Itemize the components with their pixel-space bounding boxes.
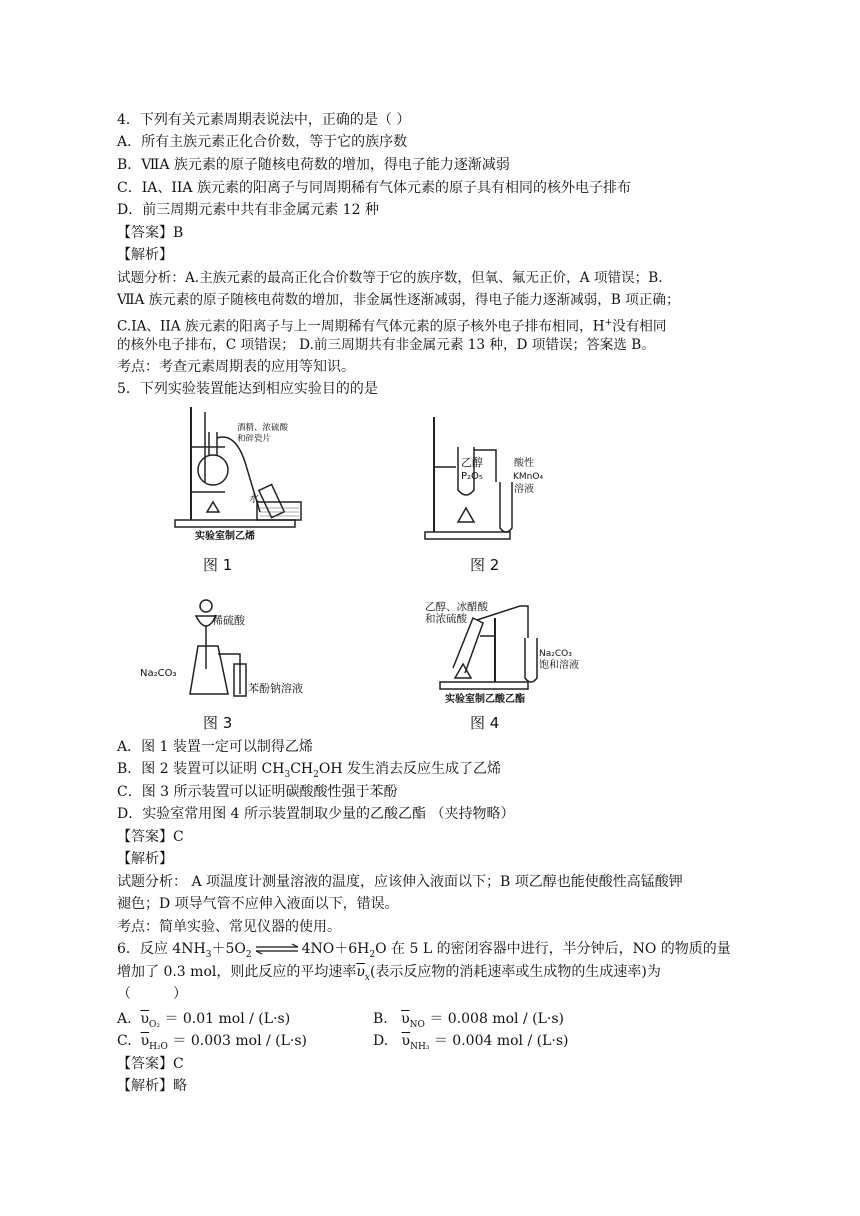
fig1-water-label: 水 — [249, 494, 259, 505]
q5-option-a: A．图 1 装置一定可以制得乙烯 — [117, 739, 313, 755]
fig1-reagent-label-1: 酒精、浓硫酸 — [237, 423, 289, 433]
figure-1-ethylene-apparatus — [165, 402, 315, 542]
fig3-phenoxide-label: 苯酚钠溶液 — [248, 682, 303, 695]
figure-2-caption: 图 2 — [470, 556, 500, 574]
figure-1-caption: 图 1 — [203, 556, 233, 574]
fig1-title: 实验室制乙烯 — [195, 531, 255, 542]
fig3-acid-label: 稀硫酸 — [212, 614, 245, 627]
q6-option-d: D. $\upsilon_{NH_3} = 0.004$ mol / (L·s) — [373, 1033, 569, 1052]
q4-stem: 4．下列有关元素周期表说法中，正确的是（ ） — [117, 112, 411, 128]
q6-option-b: B. $\upsilon_{NO} = 0.008$ mol / (L·s) — [373, 1011, 564, 1030]
q4-option-c: C．IA、IIA 族元素的阳离子与同周期稀有气体元素的原子具有相同的核外电子排布 — [117, 180, 631, 196]
q4-answer: 【答案】B — [117, 225, 184, 241]
q6-stem-line-2: 增加了 0.3 mol，则此反应的平均速率$\upsilon_x$(表示反应物的消耗速率或生成物的生成速率)为 — [117, 964, 661, 983]
q4-option-a: A．所有主族元素正化合价数，等于它的族序数 — [117, 134, 408, 150]
figure-2-elimination-apparatus — [420, 412, 560, 542]
figure-3-caption: 图 3 — [203, 714, 233, 732]
q4-option-b: B．ⅦA 族元素的原子随核电荷数的增加，得电子能力逐渐减弱 — [117, 157, 510, 173]
q5-analysis-head: 【解析】 — [117, 851, 173, 867]
q5-analysis-2: 褪色；D 项导气管不应伸入液面以下，错误。 — [117, 896, 399, 912]
fig4-label-4: 饱和溶液 — [539, 660, 579, 671]
q4-analysis-2: ⅦA 族元素的原子随核电荷数的增加，非金属性逐渐减弱，得电子能力逐渐减弱，B 项正确； — [117, 292, 680, 308]
q6-paren: （ ） — [117, 986, 187, 1002]
q4-analysis-head: 【解析】 — [117, 247, 173, 263]
figure-4-caption: 图 4 — [470, 714, 500, 732]
q5-analysis-1: 试题分析： A 项温度计测量溶液的温度，应该伸入液面以下；B 项乙醇也能使酸性高锰酸钾 — [117, 874, 683, 890]
fig1-reagent-label-2: 和碎瓷片 — [237, 434, 272, 444]
q4-analysis-4: 的核外电子排布，C 项错误； D.前三周期共有非金属元素 13 种，D 项错误；答案选 B。 — [117, 337, 655, 353]
fig4-label-3: Na₂CO₃ — [539, 649, 572, 659]
q4-analysis-3: C.IA、IIA 族元素的阳离子与上一周期稀有气体元素的原子核外电子排布相同，H+没有相同 — [117, 318, 667, 335]
figure-3-acidity-apparatus — [140, 594, 320, 706]
equilibrium-arrow-icon — [252, 941, 302, 953]
q6-answer: 【答案】C — [117, 1056, 184, 1072]
q6-analysis: 【解析】略 — [117, 1078, 187, 1094]
fig3-na2co3-label: Na₂CO₃ — [140, 668, 177, 679]
fig2-label-2: P₂O₅ — [461, 471, 483, 482]
fig2-label-4: KMnO₄ — [513, 472, 544, 482]
q6-option-c: C. $\upsilon_{H_2O} = 0.003$ mol / (L·s) — [117, 1033, 308, 1052]
q5-option-b: B．图 2 装置可以证明 $CH_3CH_2OH$ 发生消去反应生成了乙烯 — [117, 761, 501, 780]
figure-4-ester-apparatus — [425, 598, 585, 706]
fig2-label-3: 酸性 — [514, 458, 534, 469]
q5-stem: 5．下列实验装置能达到相应实验目的的是 — [117, 381, 378, 397]
fig2-label-5: 溶液 — [514, 484, 534, 495]
q6-option-a: A. $\upsilon_{O_2} = 0.01$ mol / (L·s) — [117, 1011, 291, 1030]
q4-analysis-1: 试题分析：A.主族元素的最高正化合价数等于它的族序数，但氧、氟无正价，A 项错误；B. — [117, 270, 663, 286]
q6-stem: 6．反应 $4NH_3+5O_2$ $4NO+6H_2O$ 在 5 L 的密闭容器中进行，半分钟后，NO 的物质的量 — [117, 941, 731, 960]
q5-point: 考点：简单实验、常见仪器的使用。 — [117, 919, 341, 935]
fig4-label-1: 乙醇、冰醋酸 — [425, 601, 488, 613]
q4-point: 考点：考查元素周期表的应用等知识。 — [117, 359, 355, 375]
fig4-title: 实验室制乙酸乙酯 — [445, 694, 525, 705]
q5-option-d: D．实验室常用图 4 所示装置制取少量的乙酸乙酯 （夹持物略） — [117, 806, 515, 822]
q4-option-d: D．前三周期元素中共有非金属元素 12 种 — [117, 202, 379, 218]
q5-answer: 【答案】C — [117, 829, 184, 845]
fig4-label-2: 和浓硫酸 — [425, 613, 467, 625]
fig2-label-1: 乙醇 — [461, 456, 483, 469]
q5-option-c: C．图 3 所示装置可以证明碳酸酸性强于苯酚 — [117, 784, 398, 800]
